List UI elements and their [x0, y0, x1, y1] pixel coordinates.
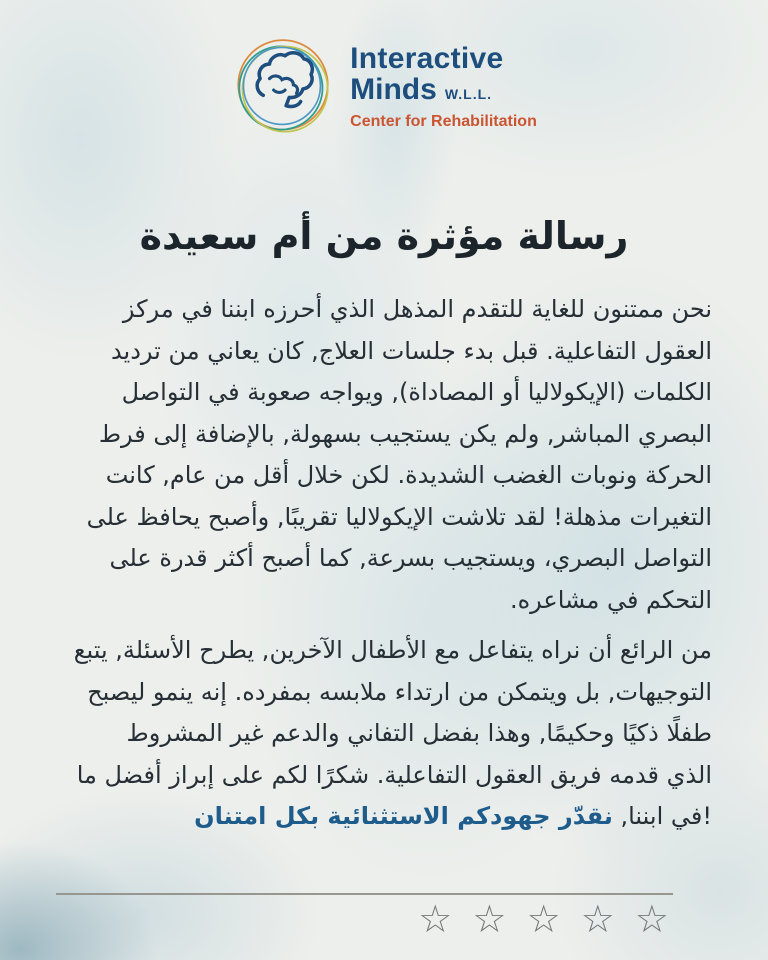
story-line: البصري المباشر, ولم يكن يستجيب بسهولة, بالإضافة إلى فرط	[98, 419, 712, 448]
story-paragraph-1	[56, 289, 712, 621]
story-line: العقول التفاعلية. قبل بدء جلسات العلاج, كان يعاني من ترديد	[110, 336, 712, 365]
story-line: التحكم في مشاعره.	[509, 585, 712, 614]
star-icon[interactable]: ☆	[472, 897, 511, 941]
logo	[0, 36, 768, 140]
story-closing-line	[56, 796, 712, 838]
footer-divider	[56, 893, 673, 895]
star-icon[interactable]: ☆	[526, 897, 565, 941]
brand-name-line2	[350, 74, 537, 110]
story-line: طفلًا ذكيًا وحكيمًا, وهذا بفضل التفاني والدعم غير المشروط	[126, 719, 712, 747]
page-title: رسالة مؤثرة من أم سعيدة	[139, 214, 629, 258]
story-line: الذي قدمه فريق العقول التفاعلية. شكرًا لكم على إبراز أفضل ما	[76, 760, 712, 789]
story-line: التغيرات مذهلة! لقد تلاشت الإيكولاليا تقريبًا, وأصبح يحافظ على	[86, 502, 712, 531]
brain-in-circles-icon	[231, 36, 335, 140]
story-line: التواصل البصري، ويستجيب بسرعة, كما أصبح أكثر قدرة على	[109, 544, 712, 572]
story-line: التوجيهات, بل ويتمكن من ارتداء ملابسه بمفرده. إنه ينمو ليصبح	[87, 677, 712, 706]
brand-tagline: Center for Rehabilitation	[350, 113, 537, 130]
rating-stars	[56, 897, 673, 941]
brand-suffix: W.L.L.	[444, 86, 493, 102]
story-line: نحن ممتنون للغاية للتقدم المذهل الذي أحرزه ابننا في مركز	[122, 295, 712, 323]
story-paragraph-2	[56, 630, 712, 838]
star-icon[interactable]: ☆	[634, 897, 673, 941]
brand-name-minds: Minds	[350, 73, 437, 106]
star-icon[interactable]: ☆	[580, 897, 619, 941]
story-line: من الرائع أن نراه يتفاعل مع الأطفال الآخرين, يطرح الأسئلة, يتبع	[73, 636, 712, 664]
closing-highlight: نقدّر جهودكم الاستثنائية بكل امتنان	[194, 802, 613, 830]
closing-prefix: !في ابننا,	[612, 802, 712, 830]
story-line: الكلمات (الإيكولاليا أو المصاداة), ويواجه صعوبة في التواصل	[121, 378, 712, 406]
story-line: الحركة ونوبات الغضب الشديدة. لكن خلال أقل من عام, كانت	[105, 461, 712, 489]
star-icon[interactable]: ☆	[418, 897, 457, 941]
brand-name-line1: Interactive	[350, 42, 504, 75]
brand-text	[350, 44, 537, 132]
